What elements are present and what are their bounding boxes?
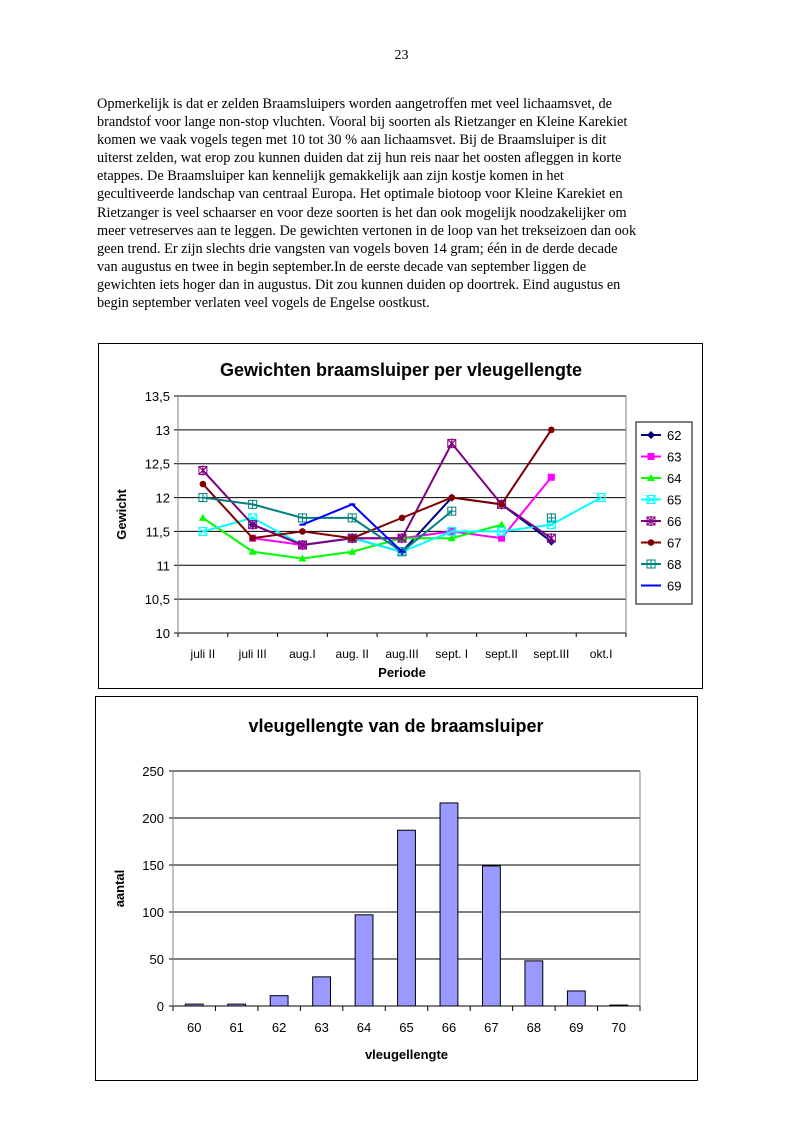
series-66	[199, 438, 555, 550]
paragraph-line: geen trend. Er zijn slechts drie vangsten van vogels boven 14 gram; één in de derde decade	[97, 240, 618, 257]
x-tick-label: 64	[356, 1020, 372, 1035]
y-tick-label: 50	[149, 952, 164, 967]
x-tick-label: sept.III	[533, 647, 570, 661]
bar	[355, 915, 373, 1006]
wing-length-bar-chart-svg	[96, 697, 697, 1080]
y-tick-label: 13,5	[144, 389, 170, 404]
legend-label: 63	[667, 449, 682, 465]
bar	[567, 991, 585, 1006]
paragraph-line: gecultiveerde landschap van centraal Europa. Het optimale biotoop voor Kleine Karekiet en	[97, 186, 623, 203]
x-tick-label: 61	[229, 1020, 244, 1035]
data-point	[249, 535, 256, 542]
y-tick-label: 10	[155, 626, 170, 641]
legend-label: 64	[667, 471, 682, 486]
y-tick-label: 250	[142, 764, 164, 779]
x-tick-label: aug. II	[335, 647, 369, 661]
page-number: 23	[394, 48, 409, 63]
x-tick-label: juli III	[238, 647, 267, 661]
data-point-star	[448, 438, 456, 448]
wing-length-bar-chart	[95, 696, 698, 1081]
data-point	[448, 494, 455, 501]
y-tick-label: 11,5	[145, 524, 170, 540]
paragraph-line: Opmerkelijk is dat er zelden Braamsluipers worden aangetroffen met veel lichaamsvet, de	[97, 96, 613, 112]
data-point	[299, 528, 306, 535]
data-point-star	[199, 465, 207, 475]
data-point-star	[547, 533, 555, 543]
paragraph-line: gewichten iets hoger dan in augustus. Dit zou kunnen duiden op doortrek. Eind augustus en	[97, 276, 621, 293]
legend-box	[636, 422, 692, 604]
bar	[482, 866, 500, 1006]
series-line	[203, 498, 601, 552]
bar	[270, 996, 288, 1006]
bar	[185, 1004, 203, 1006]
x-axis-label: Periode	[378, 665, 426, 680]
y-axis-label: Gewicht	[114, 489, 129, 540]
data-point-plus	[298, 514, 306, 522]
paragraph-line: begin september verlaten veel vogels de Engelse oostkust.	[97, 295, 430, 312]
series-62	[249, 494, 556, 556]
bar	[398, 830, 416, 1006]
y-tick-label: 10,5	[144, 592, 170, 608]
data-point	[498, 501, 505, 508]
x-tick-label: 65	[399, 1020, 414, 1035]
legend-label: 68	[667, 557, 682, 572]
data-point	[349, 535, 356, 542]
chart-title: Gewichten braamsluiper per vleugellengte	[219, 360, 583, 380]
y-tick-label: 200	[142, 811, 164, 826]
weight-line-chart-svg	[99, 344, 702, 688]
x-tick-label: 70	[611, 1020, 627, 1035]
bar	[440, 803, 458, 1006]
data-point	[648, 453, 655, 460]
data-point-plus	[199, 494, 207, 502]
bar	[525, 961, 543, 1006]
x-tick-label: juli II	[190, 647, 216, 661]
x-tick-label: 63	[314, 1020, 329, 1035]
y-tick-label: 12	[155, 490, 170, 506]
y-tick-label: 13	[155, 422, 170, 438]
legend-label: 62	[667, 428, 682, 443]
x-tick-label: sept. I	[435, 647, 469, 661]
legend-label: 69	[667, 578, 682, 594]
paragraph-line: brandstof voor lange non-stop vluchten. Vooral bij soorten als Rietzanger en Kleine Karekiet	[97, 114, 628, 131]
legend-label: 65	[667, 492, 682, 508]
paragraph-line: komen we vaak vogels tegen met 10 tot 30 % aan lichaamsvet. Bij de Braamsluiper is dit	[97, 132, 607, 149]
data-point	[200, 481, 207, 488]
x-tick-label: 67	[484, 1020, 499, 1035]
series-line	[302, 504, 402, 551]
data-point	[548, 474, 555, 481]
data-point	[399, 515, 406, 522]
x-axis-label: vleugellengte	[364, 1047, 449, 1062]
paragraph-line: etappes. De Braamsluiper kan kennelijk gemakkelijk aan zijn kostje komen in het	[97, 168, 564, 185]
x-tick-label: sept.II	[485, 647, 518, 661]
x-tick-label: okt.I	[589, 647, 613, 661]
paragraph-line: uiterst zelden, wat erop zou kunnen duiden dat zij hun reis naar het oosten afleggen in korte	[97, 150, 622, 167]
x-tick-label: 60	[186, 1020, 202, 1035]
y-tick-label: 11	[156, 558, 170, 574]
series-69	[299, 504, 405, 551]
y-tick-label: 12,5	[144, 456, 170, 472]
x-tick-label: aug.III	[385, 647, 419, 661]
legend-label: 66	[667, 514, 682, 529]
series-line	[203, 443, 551, 545]
data-point	[548, 427, 555, 434]
legend-label: 67	[667, 535, 682, 551]
bar	[313, 977, 331, 1006]
series-65	[199, 494, 605, 556]
paragraph-line: Rietzanger is veel schaarser en voor deze soorten is het dan ook mogelijk noodzakelijker om	[97, 204, 627, 221]
chart-title: vleugellengte van de braamsluiper	[248, 716, 544, 736]
data-point	[199, 514, 207, 521]
data-point	[498, 521, 506, 528]
bar	[228, 1004, 246, 1006]
x-tick-label: 62	[271, 1020, 287, 1035]
weight-line-chart	[98, 343, 703, 689]
y-tick-label: 150	[142, 858, 164, 873]
paragraph-line: van augustus en twee in begin september.In de eerste decade van september liggen de	[97, 258, 587, 275]
body-paragraph	[97, 95, 709, 312]
data-point	[648, 539, 655, 546]
y-tick-label: 0	[156, 999, 164, 1014]
x-tick-label: 68	[526, 1020, 542, 1035]
y-axis-label: aantal	[112, 869, 127, 908]
bar	[610, 1005, 628, 1006]
x-tick-label: 66	[441, 1020, 457, 1035]
data-point-plus	[249, 500, 257, 508]
x-tick-label: aug.I	[289, 647, 316, 661]
paragraph-line: meer vetreserves aan te leggen. De gewichten vertonen in de loop van het trekseizoen dan ook	[97, 222, 637, 239]
y-tick-label: 100	[142, 905, 164, 920]
x-tick-label: 69	[569, 1020, 584, 1035]
